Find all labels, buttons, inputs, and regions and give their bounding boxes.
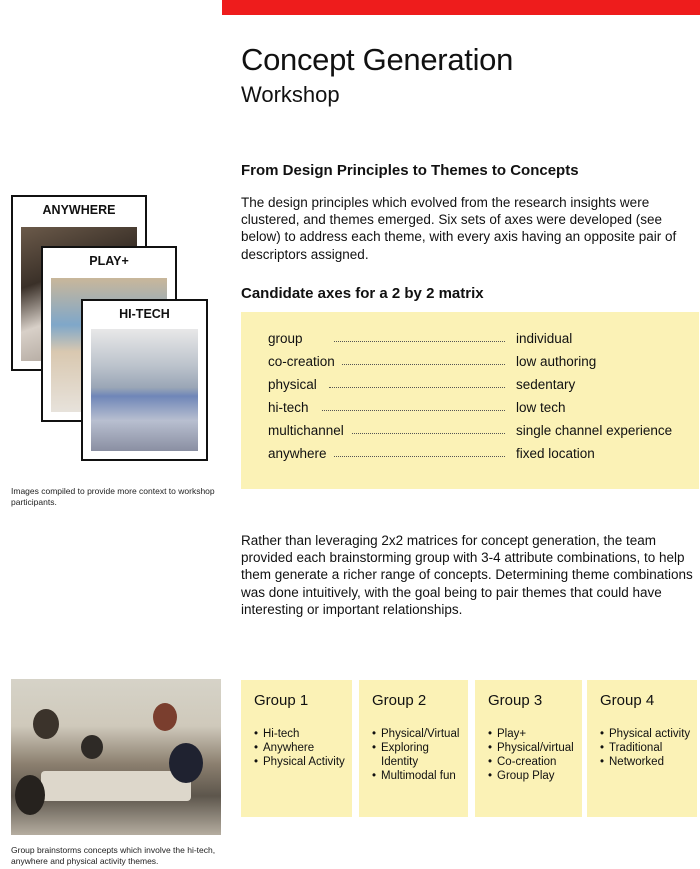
group-item: • Play+ xyxy=(488,727,574,741)
axis-dotted-leader xyxy=(329,387,505,388)
axis-left-label: multichannel xyxy=(268,423,344,438)
axis-right-label: single channel experience xyxy=(516,423,673,438)
axis-left-label: hi-tech xyxy=(268,400,309,415)
axis-right-label: sedentary xyxy=(516,377,576,392)
group-item: • Group Play xyxy=(488,769,574,783)
axis-right-label: low tech xyxy=(516,400,566,415)
group-item: • Networked xyxy=(600,755,690,769)
photo-person xyxy=(15,775,45,815)
group-item: • Physical Activity xyxy=(254,755,345,769)
page-subtitle: Workshop xyxy=(241,82,340,107)
cards-caption: Images compiled to provide more context to workshop participants. xyxy=(11,486,215,507)
group-card-2 xyxy=(359,680,468,817)
section-heading-themes: From Design Principles to Themes to Concepts xyxy=(241,162,579,179)
group-item: • Physical/virtual xyxy=(488,741,574,755)
group-item: • Exploring Identity xyxy=(372,741,459,769)
group-card-4 xyxy=(587,680,697,817)
page-title: Concept Generation xyxy=(241,42,514,77)
group-title: Group 3 xyxy=(488,692,543,709)
group-item: • Anywhere xyxy=(254,741,345,755)
photo-person xyxy=(153,703,177,731)
workshop-photo xyxy=(11,679,221,835)
group-title: Group 4 xyxy=(600,692,655,709)
axes-table xyxy=(241,312,699,489)
group-item: • Multimodal fun xyxy=(372,769,459,783)
section-paragraph-themes: The design principles which evolved from the research insights were clustered, and themes emerged. Six sets of axes were developed (see below) to address each theme, with every axis having an opposite pair of descriptors assigned. xyxy=(241,195,677,262)
axis-row xyxy=(241,377,699,397)
axis-right-label: fixed location xyxy=(516,446,595,461)
photo-person xyxy=(169,743,203,783)
group-item-list xyxy=(600,727,690,769)
group-card-1 xyxy=(241,680,352,817)
header-accent-bar xyxy=(222,0,700,15)
theme-card-label: ANYWHERE xyxy=(42,203,116,217)
photo-caption: Group brainstorms concepts which involve the hi-tech, anywhere and physical activity themes. xyxy=(11,845,216,866)
photo-person xyxy=(81,735,103,759)
group-card-3 xyxy=(475,680,582,817)
axis-right-label: individual xyxy=(516,331,573,346)
group-item: • Physical/Virtual xyxy=(372,727,459,741)
section-paragraph-approach: Rather than leveraging 2x2 matrices for concept generation, the team provided each brainstorming group with 3-4 attribute combinations, to help them generate a richer range of concepts. Determining theme combinations was done intuitively, with the goal being to pair themes that could have interesting or important relationships. xyxy=(241,533,693,617)
theme-card-label: PLAY+ xyxy=(89,254,129,268)
group-item-list xyxy=(254,727,345,769)
group-item-list xyxy=(372,727,459,783)
axis-row xyxy=(241,354,699,374)
axis-left-label: anywhere xyxy=(268,446,327,461)
axis-row xyxy=(241,331,699,351)
axis-right-label: low authoring xyxy=(516,354,597,369)
axis-row xyxy=(241,423,699,443)
theme-card-label: HI-TECH xyxy=(119,307,170,321)
theme-card-hitech xyxy=(81,299,208,461)
axis-dotted-leader xyxy=(334,341,505,342)
axis-row xyxy=(241,400,699,420)
photo-table xyxy=(41,771,191,801)
axis-dotted-leader xyxy=(342,364,505,365)
photo-person xyxy=(33,709,59,739)
group-title: Group 1 xyxy=(254,692,309,709)
axis-dotted-leader xyxy=(322,410,505,411)
group-title: Group 2 xyxy=(372,692,427,709)
group-item: • Physical activity xyxy=(600,727,690,741)
axis-dotted-leader xyxy=(352,433,505,434)
axis-dotted-leader xyxy=(334,456,505,457)
group-item: • Traditional xyxy=(600,741,690,755)
group-item: • Hi-tech xyxy=(254,727,345,741)
theme-card-image xyxy=(91,329,198,451)
axis-left-label: co-creation xyxy=(268,354,335,369)
axis-row xyxy=(241,446,699,466)
group-item: • Co-creation xyxy=(488,755,574,769)
axis-left-label: group xyxy=(268,331,303,346)
section-heading-axes: Candidate axes for a 2 by 2 matrix xyxy=(241,285,484,302)
group-item-list xyxy=(488,727,574,783)
axis-left-label: physical xyxy=(268,377,317,392)
